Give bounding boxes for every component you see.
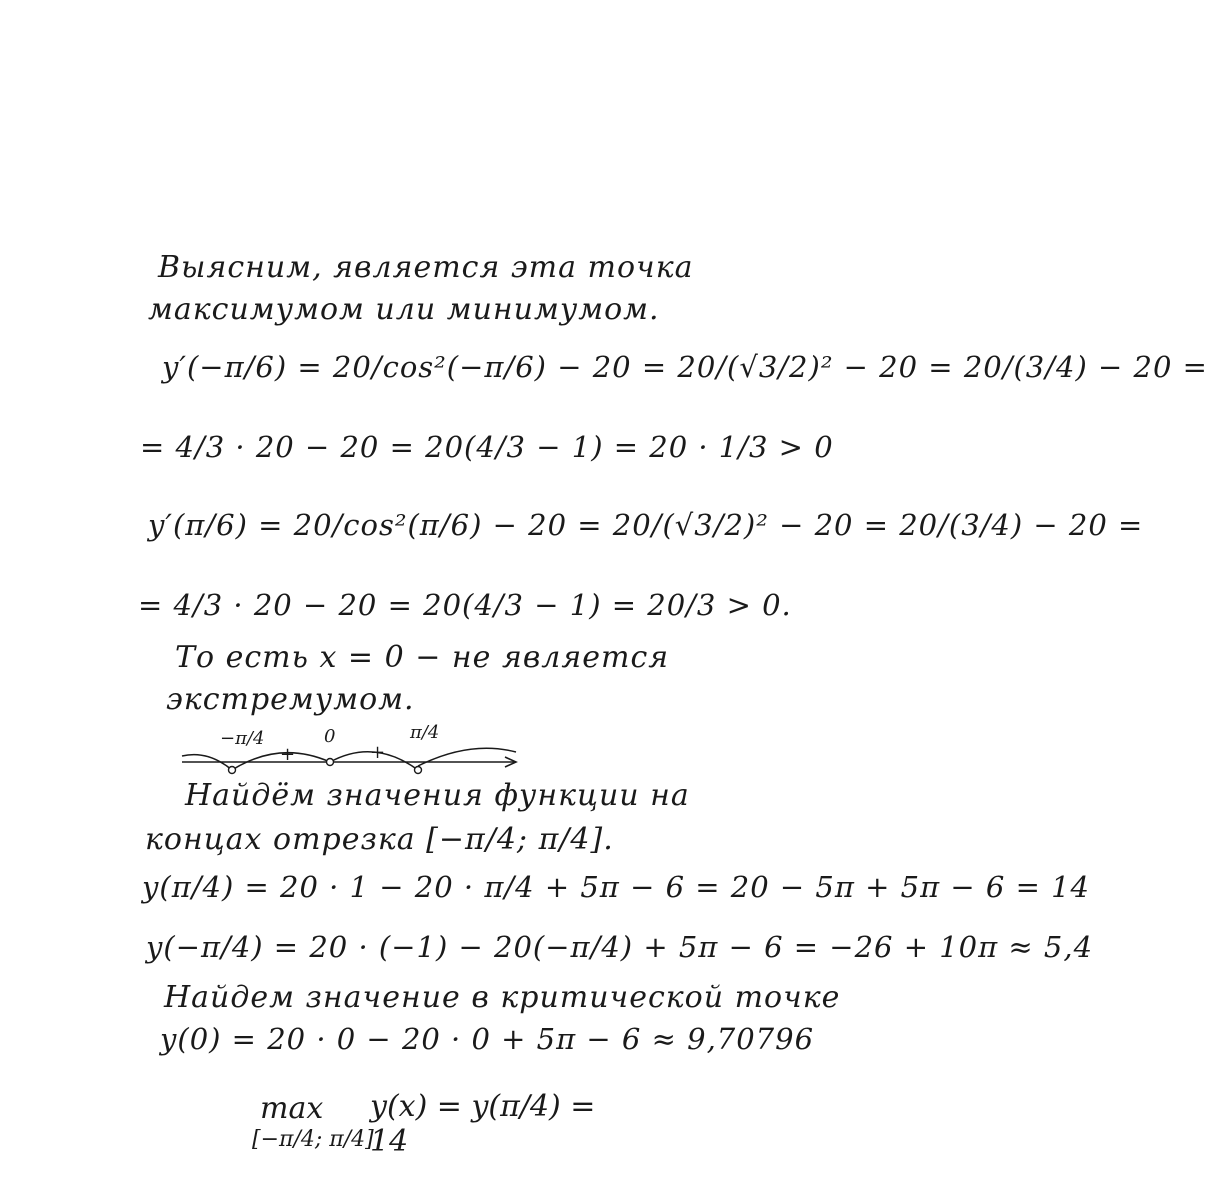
sign-plus-2: + [370,742,386,763]
sign-plus-1: + [280,744,296,765]
value-at-zero: y(0) = 20 · 0 − 20 · 0 + 5π − 6 ≈ 9,70796 [160,1022,815,1056]
value-at-pi-4: y(π/4) = 20 · 1 − 20 · π/4 + 5π − 6 = 20 − 5π + 5π − 6 = 14 [142,870,1090,904]
label-minus-pi-4: −π/4 [220,728,265,749]
text-line-2: максимумом или минимумом. [148,292,660,327]
conclusion-line-2: экстремумом. [166,682,415,717]
endpoints-heading-1: Найдём значения функции на [185,778,690,813]
value-at-minus-pi-4: y(−π/4) = 20 · (−1) − 20(−π/4) + 5π − 6 = −26 + 10π ≈ 5,4 [146,930,1094,964]
derivative-at-minus-pi-6-continued: = 4/3 · 20 − 20 = 20(4/3 − 1) = 20 · 1/3 > 0 [140,430,834,464]
derivative-at-minus-pi-6: y′(−π/6) = 20/cos²(−π/6) − 20 = 20/(√3/2)² − 20 = 20/(3/4) − 20 = [162,350,1208,384]
max-interval: [−π/4; π/4] [252,1127,374,1152]
max-expression: y(x) = y(π/4) = 14 [370,1089,596,1159]
number-line-arc-3 [418,748,516,766]
point-right-open [415,767,422,774]
max-label: max [260,1091,324,1126]
derivative-at-pi-6-continued: = 4/3 · 20 − 20 = 20(4/3 − 1) = 20/3 > 0. [138,588,792,622]
point-left-open [229,767,236,774]
label-pi-4: π/4 [410,722,440,743]
derivative-at-pi-6: y′(π/6) = 20/cos²(π/6) − 20 = 20/(√3/2)² − 20 = 20/(3/4) − 20 = [148,508,1144,542]
endpoints-heading-2: концах отрезка [−π/4; π/4]. [145,822,614,857]
text-line-1: Выясним, является эта точка [158,250,694,285]
point-zero-open [327,759,334,766]
conclusion-line-1: То есть x = 0 − не является [175,640,670,675]
critical-point-heading: Найдем значение в критической точке [164,980,841,1015]
maximum-result [252,1085,632,1165]
label-zero: 0 [324,726,336,747]
